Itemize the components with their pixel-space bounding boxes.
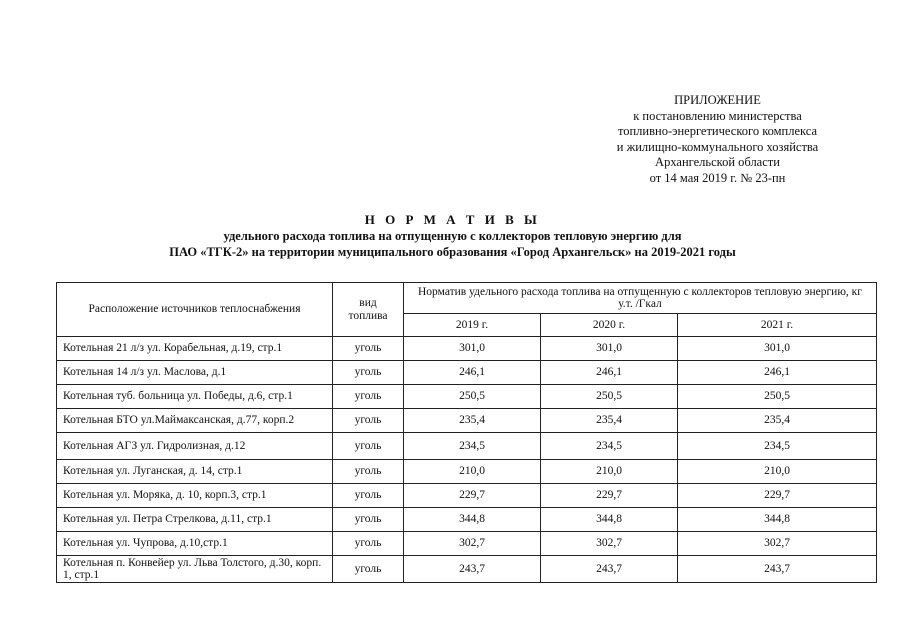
cell-value: 301,0 [404, 337, 541, 361]
cell-value: 229,7 [541, 484, 678, 508]
cell-value: 344,8 [678, 508, 877, 532]
appendix-line: Архангельской области [655, 155, 780, 170]
cell-value: 243,7 [541, 556, 678, 583]
cell-fuel: уголь [333, 460, 404, 484]
cell-fuel: уголь [333, 385, 404, 409]
cell-location: Котельная ул. Петра Стрелкова, д.11, стр.1 [57, 508, 333, 532]
cell-value: 235,4 [678, 409, 877, 433]
table-row [57, 460, 877, 484]
table-row [57, 484, 877, 508]
cell-value: 302,7 [404, 532, 541, 556]
cell-value: 302,7 [541, 532, 678, 556]
table-row [57, 508, 877, 532]
appendix-line: к постановлению министерства [633, 108, 802, 123]
cell-location: Котельная ул. Луганская, д. 14, стр.1 [57, 460, 333, 484]
norms-table [56, 282, 877, 583]
cell-fuel: уголь [333, 508, 404, 532]
table-row [57, 337, 877, 361]
cell-value: 210,0 [678, 460, 877, 484]
appendix-line: ПРИЛОЖЕНИЕ [674, 93, 761, 107]
cell-value: 250,5 [678, 385, 877, 409]
title-line: Н О Р М А Т И В Ы [364, 212, 541, 227]
header-fuel: вид топлива [333, 283, 404, 337]
cell-fuel: уголь [333, 556, 404, 583]
cell-value: 250,5 [404, 385, 541, 409]
header-year: 2021 г. [678, 314, 877, 337]
cell-value: 229,7 [404, 484, 541, 508]
cell-location: Котельная БТО ул.Маймаксанская, д.77, корп.2 [57, 409, 333, 433]
title-line: удельного расхода топлива на отпущенную с коллекторов тепловую энергию для [223, 229, 682, 243]
cell-value: 234,5 [541, 433, 678, 460]
table-row [57, 532, 877, 556]
cell-fuel: уголь [333, 361, 404, 385]
cell-location: Котельная туб. больница ул. Победы, д.6, стр.1 [57, 385, 333, 409]
cell-location: Котельная п. Конвейер ул. Льва Толстого, д.30, корп. 1, стр.1 [57, 556, 333, 583]
header-location: Расположение источников теплоснабжения [57, 283, 333, 337]
table-row [57, 556, 877, 583]
table-row [57, 385, 877, 409]
document-title [0, 212, 905, 260]
appendix-line: и жилищно-коммунального хозяйства [616, 139, 819, 154]
cell-fuel: уголь [333, 484, 404, 508]
cell-location: Котельная АГЗ ул. Гидролизная, д.12 [57, 433, 333, 460]
cell-fuel: уголь [333, 409, 404, 433]
title-line: ПАО «ТГК-2» на территории муниципального образования «Город Архангельск» на 2019-2021 годы [169, 245, 736, 259]
cell-value: 250,5 [541, 385, 678, 409]
table-row [57, 361, 877, 385]
cell-value: 246,1 [404, 361, 541, 385]
cell-value: 210,0 [541, 460, 678, 484]
table-row [57, 409, 877, 433]
cell-fuel: уголь [333, 433, 404, 460]
cell-value: 235,4 [541, 409, 678, 433]
cell-location: Котельная 21 л/з ул. Корабельная, д.19, стр.1 [57, 337, 333, 361]
cell-value: 210,0 [404, 460, 541, 484]
appendix-line: топливно-энергетического комплекса [617, 124, 818, 139]
header-year: 2019 г. [404, 314, 541, 337]
cell-value: 344,8 [541, 508, 678, 532]
cell-value: 344,8 [404, 508, 541, 532]
cell-value: 301,0 [541, 337, 678, 361]
cell-location: Котельная ул. Чупрова, д.10,стр.1 [57, 532, 333, 556]
header-year: 2020 г. [541, 314, 678, 337]
cell-value: 229,7 [678, 484, 877, 508]
cell-location: Котельная 14 л/з ул. Маслова, д.1 [57, 361, 333, 385]
cell-value: 234,5 [678, 433, 877, 460]
table-row [57, 433, 877, 460]
cell-location: Котельная ул. Моряка, д. 10, корп.3, стр.1 [57, 484, 333, 508]
cell-value: 301,0 [678, 337, 877, 361]
cell-value: 243,7 [404, 556, 541, 583]
cell-value: 235,4 [404, 409, 541, 433]
cell-value: 234,5 [404, 433, 541, 460]
cell-value: 302,7 [678, 532, 877, 556]
header-norm: Норматив удельного расхода топлива на отпущенную с коллекторов тепловую энергию, кг у.т. /Гкал [404, 283, 877, 314]
cell-value: 246,1 [541, 361, 678, 385]
appendix-line: от 14 мая 2019 г. № 23-пн [649, 170, 786, 185]
cell-value: 243,7 [678, 556, 877, 583]
appendix-block [560, 93, 875, 187]
cell-fuel: уголь [333, 337, 404, 361]
cell-value: 246,1 [678, 361, 877, 385]
cell-fuel: уголь [333, 532, 404, 556]
